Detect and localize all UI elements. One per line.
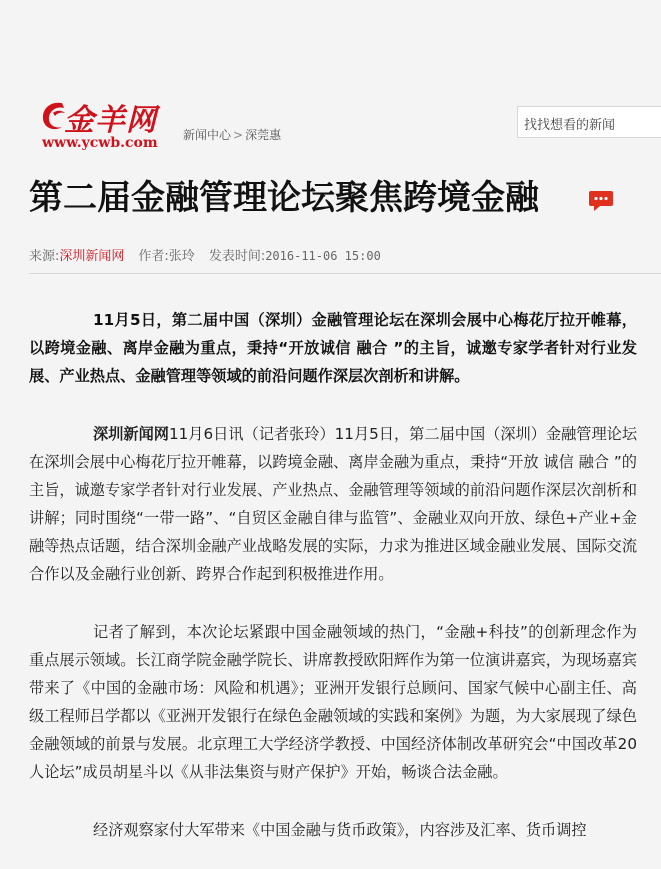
- site-header: [0, 0, 661, 160]
- article-paragraph: 经济观察家付大军带来《中国金融与货币政策》，内容涉及汇率、货币调控: [93, 821, 587, 839]
- news-agency: 深圳新闻网: [93, 425, 169, 443]
- breadcrumb-item-szhuihui[interactable]: 深莞惠: [245, 128, 282, 142]
- article-paragraph: [29, 420, 637, 588]
- breadcrumb-item-news-center[interactable]: 新闻中心: [183, 128, 232, 142]
- author-name: 张玲: [168, 249, 195, 264]
- search-input[interactable]: 找找想看的新闻: [517, 106, 661, 138]
- header-divider: [29, 273, 661, 274]
- logo-url: www.ycwb.com: [42, 135, 158, 151]
- comment-icon[interactable]: [588, 189, 614, 213]
- publish-time: 2016-11-06 15:00: [265, 249, 381, 263]
- paragraph-text: 11月6日讯（记者张玲）11月5日，第二届中国（深圳）金融管理论坛在深圳会展中心梅花厅拉开帷幕，以跨境金融、离岸金融为重点，秉持“开放 诚信 融合 ”的主旨，诚邀专家学者针对行业发展、产业热点、金融管理等领域的前沿问题作深层次剖析和讲解；同时围绕“一带一路”、“自贸区金融自律与监管”、金融业双向开放、绿色+产业+金融等热点话题，结合深圳金融产业战略发展的实际，力求为推进区域金融业发展、国际交流合作以及金融行业创新、跨界合作起到积极推进作用。: [29, 425, 638, 583]
- time-label: 发表时间:: [208, 249, 266, 264]
- source-label: 来源:: [29, 249, 60, 264]
- logo-wordmark: 金羊网: [64, 103, 157, 138]
- site-logo[interactable]: [40, 95, 175, 155]
- article-lead: 11月5日，第二届中国（深圳）金融管理论坛在深圳会展中心梅花厅拉开帷幕，以跨境金融、离岸金融为重点，秉持“开放诚信 融合 ”的主旨，诚邀专家学者针对行业发展、产业热点、金融管理等领域的前沿问题作深层次剖析和讲解。: [29, 311, 637, 385]
- breadcrumb: [183, 126, 281, 143]
- article-paragraph: 记者了解到，本次论坛紧跟中国金融领域的热门，“金融+科技”的创新理念作为重点展示领域。长江商学院金融学院长、讲席教授欧阳辉作为第一位演讲嘉宾，为现场嘉宾带来了《中国的金融市场：风险和机遇》；亚洲开发银行总顾问、国家气候中心副主任、高级工程师吕学都以《亚洲开发银行在绿色金融领域的实践和案例》为题，为大家展现了绿色金融领域的前景与发展。北京理工大学经济学教授、中国经济体制改革研究会“中国改革20人论坛”成员胡星斗以《从非法集资与财产保护》开始，畅谈合法金融。: [29, 623, 637, 781]
- article-title: 第二届金融管理论坛聚焦跨境金融: [29, 178, 539, 218]
- breadcrumb-separator: >: [233, 128, 244, 142]
- source-link[interactable]: 深圳新闻网: [59, 249, 125, 264]
- author-label: 作者:: [138, 249, 169, 264]
- article-meta: [29, 245, 381, 264]
- article-body: [29, 306, 637, 844]
